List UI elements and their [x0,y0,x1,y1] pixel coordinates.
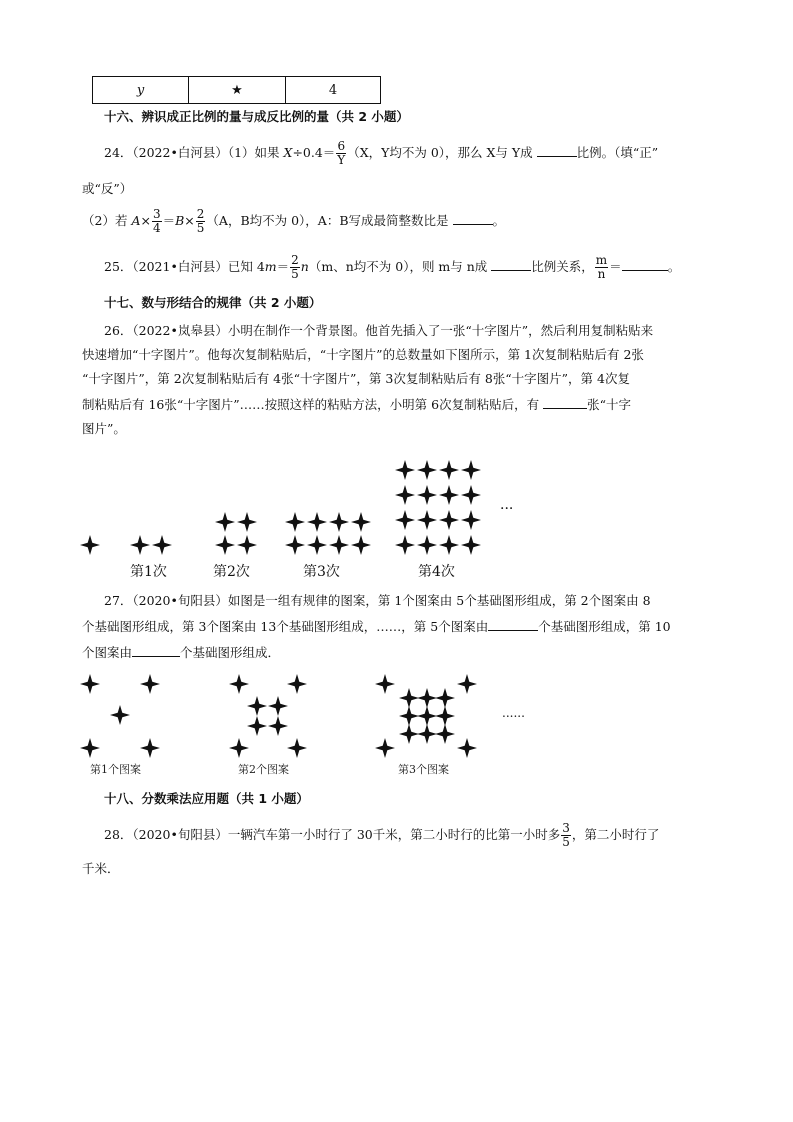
step-4-group [285,512,371,555]
cross-star-icon [307,512,327,532]
q26-ellipsis: ··· [500,501,514,517]
cross-star-icon [439,510,459,530]
q28-line2: 千米． [82,861,120,876]
section-18-title: 十八、分数乘法应用题（共 1 小题） [104,791,309,806]
cross-star-icon [237,535,257,555]
cross-star-icon [395,510,415,530]
q24-var-a: A [131,213,141,228]
q26-text: 制粘贴后有 16张“十字图片”……按照这样的粘贴方法，小明第 6次复制粘贴后，有 [82,397,544,412]
cross-star-icon [229,674,249,694]
q26-line1: 26．（2022•岚皋县）小明在制作一个背景图。他首先插入了一张“十字图片”，然后利用复制粘贴来 [104,323,654,338]
q26-text: 张“十字 [587,397,631,412]
q27-pattern-figure [75,670,495,760]
q28-line1 [104,822,659,849]
cross-star-icon [80,738,100,758]
q24-text: 比例。（填“正” [576,145,659,160]
cross-star-icon [268,696,288,716]
cross-star-icon [435,724,455,744]
cross-star-icon [351,535,371,555]
cross-star-icon [417,535,437,555]
answer-blank[interactable] [132,644,180,657]
cross-star-icon [399,706,419,726]
answer-blank[interactable] [453,212,493,225]
q26-caption-1: 第1次 [130,564,167,580]
q26-caption-3: 第3次 [303,564,340,580]
table-cell-4: 4 [286,77,381,104]
q24-var-b: B [175,213,185,228]
q27-text: 个基础图形组成，第 3个图案由 13个基础图形组成，……，第 5个图案由 [82,619,489,634]
q25-text: 比例关系， [531,259,594,274]
fraction-numerator: 2 [291,253,299,267]
q24-text: 24．（2022•白河县）（1）如果 [104,145,284,160]
cross-star-icon [215,512,235,532]
cross-star-icon [461,510,481,530]
cross-star-icon [140,738,160,758]
cross-star-icon [285,512,305,532]
fraction-numerator: m [595,253,608,267]
q24-times: × [140,213,151,228]
q25-text: （m、n均不为 0），则 m与 n成 [308,259,492,274]
q25-equals: ＝ [276,259,290,274]
cross-star-icon [152,535,172,555]
answer-blank[interactable] [537,144,577,157]
q24-times: × [184,213,195,228]
q25-var-n: n [300,259,309,274]
q24-equals: ＝ [162,213,176,228]
q25-fraction-2-5 [290,254,300,281]
q28-text: 28．（2020•旬阳县）一辆汽车第一小时行了 30千米，第二小时行的比第一小时多 [104,827,561,842]
cross-star-icon [435,688,455,708]
answer-blank[interactable] [543,396,587,409]
cross-star-icon [417,724,437,744]
cross-star-icon [417,688,437,708]
cross-star-icon [268,716,288,736]
pattern-3-group [375,674,477,758]
fraction-denominator: 5 [196,221,205,235]
q27-line1: 27．（2020•旬阳县）如图是一组有规律的图案，第 1个图案由 5个基础图形组成，第 2个图案由 8 [104,593,651,608]
fraction-numerator: 3 [152,207,161,221]
q25-equals: ＝ [609,259,622,274]
fraction-denominator: n [597,267,606,281]
q24-line1 [104,140,658,167]
fraction-numerator: 2 [196,207,205,221]
q24-text: ÷0.4＝ [292,145,336,160]
q27-ellipsis: ...... [502,706,525,720]
q24-var-x: X [283,145,293,160]
q26-caption-4: 第4次 [418,564,455,580]
fraction-denominator: 5 [562,835,570,849]
cross-star-icon [461,485,481,505]
step-5-group [395,460,481,555]
pattern-1-group [80,674,160,758]
cross-star-icon [140,674,160,694]
q27-line2 [82,618,671,636]
cross-star-icon [461,535,481,555]
cross-star-icon [417,460,437,480]
q27-text: 个基础图形组成，第 10 [538,619,671,634]
cross-star-icon [215,535,235,555]
cross-star-icon [417,706,437,726]
fraction-numerator: 3 [562,821,570,835]
q27-caption-1: 第1个图案 [90,763,141,776]
q25-line [104,254,680,281]
q25-text: 25．（2021•白河县）已知 4 [104,259,265,274]
cross-star-icon [329,535,349,555]
q27-text: 个基础图形组成． [180,645,281,660]
fraction-denominator: 5 [291,267,299,281]
q26-line2: 快速增加“十字图片”。他每次复制粘贴后，“十字图片”的总数量如下图所示，第 1次复制粘贴后有 2张 [82,347,644,362]
q24-line3 [82,208,505,235]
answer-blank[interactable] [491,258,531,271]
cross-star-icon [110,705,130,725]
step-3-group [215,512,257,555]
cross-star-icon [229,738,249,758]
cross-star-icon [307,535,327,555]
cross-star-icon [395,460,415,480]
table-cell-y: y [93,77,189,104]
cross-star-icon [285,535,305,555]
q24-fraction-3-4 [152,208,162,235]
cross-star-icon [247,716,267,736]
value-table [92,76,381,104]
q25-text: 。 [667,259,681,274]
q27-caption-2: 第2个图案 [238,763,289,776]
q24-text: （2）若 [82,213,132,228]
cross-star-icon [457,738,477,758]
q27-caption-3: 第3个图案 [398,763,449,776]
cross-star-icon [80,535,100,555]
cross-star-icon [287,738,307,758]
answer-blank[interactable] [622,258,668,271]
q27-line3 [82,644,280,662]
cross-star-icon [351,512,371,532]
answer-blank[interactable] [488,618,538,631]
cross-star-icon [247,696,267,716]
cross-star-icon [375,674,395,694]
step-2-group [130,535,172,555]
q24-text: 。 [492,213,506,228]
q25-var-m: m [264,259,277,274]
q26-line4 [82,396,631,414]
cross-star-icon [395,485,415,505]
cross-star-icon [461,460,481,480]
q26-line5: 图片”。 [82,421,126,436]
cross-star-icon [399,724,419,744]
q28-text: ，第二小时行了 [571,827,660,842]
q24-line2: 或“反”） [82,181,133,196]
fraction-numerator: 6 [337,139,346,153]
q25-fraction-m-n [595,254,608,281]
cross-star-icon [417,510,437,530]
q24-text: （A，B均不为 0），A：B写成最简整数比是 [206,213,453,228]
cross-star-icon [80,674,100,694]
section-16-title: 十六、辨识成正比例的量与成反比例的量（共 2 小题） [104,109,409,124]
q26-caption-2: 第2次 [213,564,250,580]
cross-star-icon [435,706,455,726]
q24-fraction-2-5 [196,208,206,235]
cross-star-icon [375,738,395,758]
cross-star-icon [329,512,349,532]
q26-line3: “十字图片”，第 2次复制粘贴后有 4张“十字图片”，第 3次复制粘贴后有 8张“十字图片”，第 4次复 [82,371,630,386]
cross-star-icon [457,674,477,694]
q24-text: （X，Y均不为 0），那么 X与 Y成 [347,145,537,160]
step-1-group [80,535,100,555]
cross-star-icon [417,485,437,505]
q27-text: 个图案由 [82,645,133,660]
fraction-denominator: Y [337,153,346,167]
pattern-2-group [229,674,307,758]
cross-star-icon [399,688,419,708]
fraction-denominator: 4 [152,221,161,235]
table-cell-star: ★ [189,77,286,104]
cross-star-icon [439,535,459,555]
cross-star-icon [287,674,307,694]
section-17-title: 十七、数与形结合的规律（共 2 小题） [104,295,322,310]
cross-star-icon [395,535,415,555]
cross-star-icon [237,512,257,532]
q28-fraction-3-5 [561,822,571,849]
cross-star-icon [130,535,150,555]
cross-star-icon [439,485,459,505]
q24-fraction [336,140,346,167]
cross-star-icon [439,460,459,480]
